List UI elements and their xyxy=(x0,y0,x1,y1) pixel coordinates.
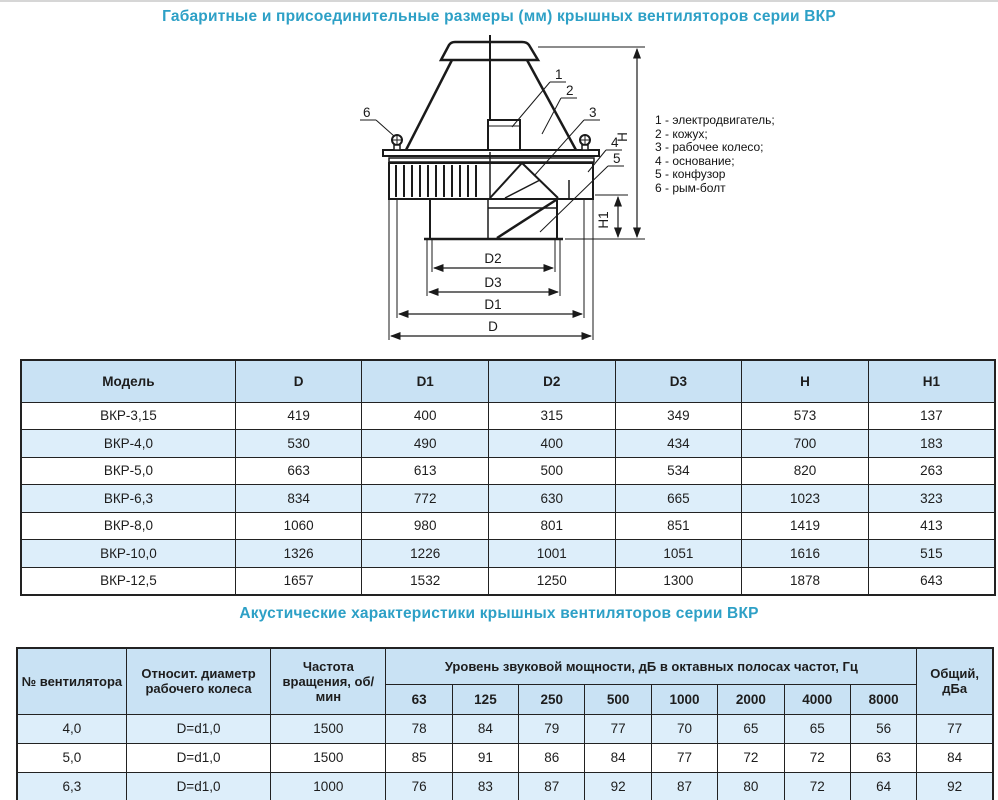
table-cell: 87 xyxy=(519,772,585,800)
table-row xyxy=(21,457,995,485)
table-cell: 534 xyxy=(615,457,742,485)
table-cell: ВКР-3,15 xyxy=(21,402,235,430)
table-cell: 4,0 xyxy=(17,714,126,743)
table-cell: 1060 xyxy=(235,512,362,540)
col-header-sound-power: Уровень звуковой мощности, дБ в октавных полосах частот, Гц xyxy=(386,648,917,684)
fan-technical-drawing xyxy=(0,32,998,358)
table-cell: 80 xyxy=(718,772,784,800)
table-cell: ВКР-6,3 xyxy=(21,485,235,513)
table-cell: D=d1,0 xyxy=(126,714,270,743)
table-row xyxy=(21,567,995,595)
table-cell: ВКР-12,5 xyxy=(21,567,235,595)
dim-label-h1: H1 xyxy=(596,211,611,229)
table-cell: 1500 xyxy=(271,714,386,743)
callout-1: 1 xyxy=(555,67,563,82)
table-cell: 851 xyxy=(615,512,742,540)
table-row xyxy=(17,743,993,772)
table-row xyxy=(17,714,993,743)
col-header-freq-2000: 2000 xyxy=(718,684,784,714)
table-cell: 84 xyxy=(917,743,993,772)
page-title-dimensions: Габаритные и присоединительные размеры (мм) крышных вентиляторов серии ВКР xyxy=(162,8,836,25)
table-cell: 92 xyxy=(585,772,651,800)
col-header-d2: D2 xyxy=(489,360,616,402)
col-header-freq-125: 125 xyxy=(452,684,518,714)
table-cell: 84 xyxy=(585,743,651,772)
table-cell: 1226 xyxy=(362,540,489,568)
table-cell: 72 xyxy=(784,772,850,800)
dimensions-table-header-row xyxy=(21,360,995,402)
table-cell: 92 xyxy=(917,772,993,800)
table-row xyxy=(17,772,993,800)
table-cell: 349 xyxy=(615,402,742,430)
col-header-h1: H1 xyxy=(868,360,995,402)
table-cell: D=d1,0 xyxy=(126,772,270,800)
louver-slats xyxy=(396,165,476,197)
table-cell: 643 xyxy=(868,567,995,595)
fan-drawing-svg xyxy=(0,32,998,358)
table-cell: 1300 xyxy=(615,567,742,595)
col-header-d: D xyxy=(235,360,362,402)
table-cell: 530 xyxy=(235,430,362,458)
table-cell: 64 xyxy=(850,772,916,800)
table-cell: 77 xyxy=(917,714,993,743)
dim-label-h: H xyxy=(615,132,630,142)
col-header-freq-500: 500 xyxy=(585,684,651,714)
table-cell: 413 xyxy=(868,512,995,540)
table-cell: ВКР-4,0 xyxy=(21,430,235,458)
table-cell: 56 xyxy=(850,714,916,743)
table-cell: 65 xyxy=(784,714,850,743)
table-cell: 263 xyxy=(868,457,995,485)
table-cell: 665 xyxy=(615,485,742,513)
col-header-model: Модель xyxy=(21,360,235,402)
eye-bolt-right xyxy=(580,135,590,150)
table-row xyxy=(21,485,995,513)
callout-3: 3 xyxy=(589,105,597,120)
table-cell: 72 xyxy=(718,743,784,772)
table-row xyxy=(21,430,995,458)
table-cell: 323 xyxy=(868,485,995,513)
table-cell: 1657 xyxy=(235,567,362,595)
table-cell: 1500 xyxy=(271,743,386,772)
table-cell: 1051 xyxy=(615,540,742,568)
table-cell: 79 xyxy=(519,714,585,743)
callout-4: 4 xyxy=(611,135,619,150)
table-cell: 663 xyxy=(235,457,362,485)
table-cell: 820 xyxy=(742,457,869,485)
table-cell: 87 xyxy=(651,772,717,800)
col-header-freq-4000: 4000 xyxy=(784,684,850,714)
table-cell: 6,3 xyxy=(17,772,126,800)
table-cell: 1419 xyxy=(742,512,869,540)
callout-2: 2 xyxy=(566,83,574,98)
table-cell: 91 xyxy=(452,743,518,772)
table-row xyxy=(21,402,995,430)
callout-5: 5 xyxy=(613,151,621,166)
table-cell: 400 xyxy=(362,402,489,430)
col-header-h: H xyxy=(742,360,869,402)
table-cell: 515 xyxy=(868,540,995,568)
legend-item-5: 5 - конфузор xyxy=(655,167,726,181)
table-cell: 573 xyxy=(742,402,869,430)
table-cell: 70 xyxy=(651,714,717,743)
eye-bolt-left xyxy=(392,135,402,150)
fan-body-outline xyxy=(360,35,645,340)
table-cell: 86 xyxy=(519,743,585,772)
table-cell: ВКР-10,0 xyxy=(21,540,235,568)
callout-6: 6 xyxy=(363,105,371,120)
table-cell: 84 xyxy=(452,714,518,743)
table-cell: 1878 xyxy=(742,567,869,595)
dim-label-d3: D3 xyxy=(484,275,502,290)
col-header-rel-diameter: Относит. диаметр рабочего колеса xyxy=(126,648,270,714)
table-cell: 1023 xyxy=(742,485,869,513)
table-cell: 772 xyxy=(362,485,489,513)
table-cell: 83 xyxy=(452,772,518,800)
table-cell: 434 xyxy=(615,430,742,458)
table-cell: ВКР-5,0 xyxy=(21,457,235,485)
motor-box xyxy=(488,120,520,152)
col-header-freq-8000: 8000 xyxy=(850,684,916,714)
table-cell: 183 xyxy=(868,430,995,458)
dim-label-d: D xyxy=(488,319,498,334)
legend-item-4: 4 - основание; xyxy=(655,153,735,168)
col-header-d1: D1 xyxy=(362,360,489,402)
table-cell: 137 xyxy=(868,402,995,430)
table-cell: 490 xyxy=(362,430,489,458)
page-title-acoustic: Акустические характеристики крышных вентиляторов серии ВКР xyxy=(239,605,759,622)
table-cell: 1532 xyxy=(362,567,489,595)
table-row xyxy=(21,512,995,540)
table-cell: D=d1,0 xyxy=(126,743,270,772)
table-cell: 1616 xyxy=(742,540,869,568)
col-header-rotation: Частота вращения, об/мин xyxy=(271,648,386,714)
table-cell: 419 xyxy=(235,402,362,430)
legend-item-1: 1 - электродвигатель; xyxy=(655,113,775,127)
col-header-freq-1000: 1000 xyxy=(651,684,717,714)
col-header-total: Общий, дБа xyxy=(917,648,993,714)
dim-label-d1: D1 xyxy=(484,297,502,312)
table-cell: 85 xyxy=(386,743,452,772)
table-cell: 77 xyxy=(585,714,651,743)
table-cell: 801 xyxy=(489,512,616,540)
legend-item-2: 2 - кожух; xyxy=(655,126,708,141)
table-cell: ВКР-8,0 xyxy=(21,512,235,540)
table-cell: 77 xyxy=(651,743,717,772)
parts-legend xyxy=(655,114,775,195)
table-cell: 700 xyxy=(742,430,869,458)
table-row xyxy=(21,540,995,568)
table-cell: 65 xyxy=(718,714,784,743)
table-cell: 500 xyxy=(489,457,616,485)
table-cell: 78 xyxy=(386,714,452,743)
table-cell: 400 xyxy=(489,430,616,458)
table-cell: 63 xyxy=(850,743,916,772)
table-cell: 315 xyxy=(489,402,616,430)
dimensions-table xyxy=(20,359,996,596)
table-cell: 630 xyxy=(489,485,616,513)
table-cell: 1001 xyxy=(489,540,616,568)
col-header-d3: D3 xyxy=(615,360,742,402)
legend-item-6: 6 - рым-болт xyxy=(655,180,726,195)
table-cell: 980 xyxy=(362,512,489,540)
base-and-confuser xyxy=(424,199,563,239)
legend-item-3: 3 - рабочее колесо; xyxy=(655,140,764,154)
col-header-freq-63: 63 xyxy=(386,684,452,714)
table-cell: 5,0 xyxy=(17,743,126,772)
col-header-freq-250: 250 xyxy=(519,684,585,714)
table-cell: 1000 xyxy=(271,772,386,800)
table-cell: 72 xyxy=(784,743,850,772)
table-cell: 1250 xyxy=(489,567,616,595)
table-cell: 1326 xyxy=(235,540,362,568)
table-cell: 613 xyxy=(362,457,489,485)
table-cell: 834 xyxy=(235,485,362,513)
dim-label-d2: D2 xyxy=(484,251,502,266)
table-cell: 76 xyxy=(386,772,452,800)
acoustic-header-row-1 xyxy=(17,648,993,684)
col-header-fan-no: № вентилятора xyxy=(17,648,126,714)
acoustic-table xyxy=(16,647,994,800)
